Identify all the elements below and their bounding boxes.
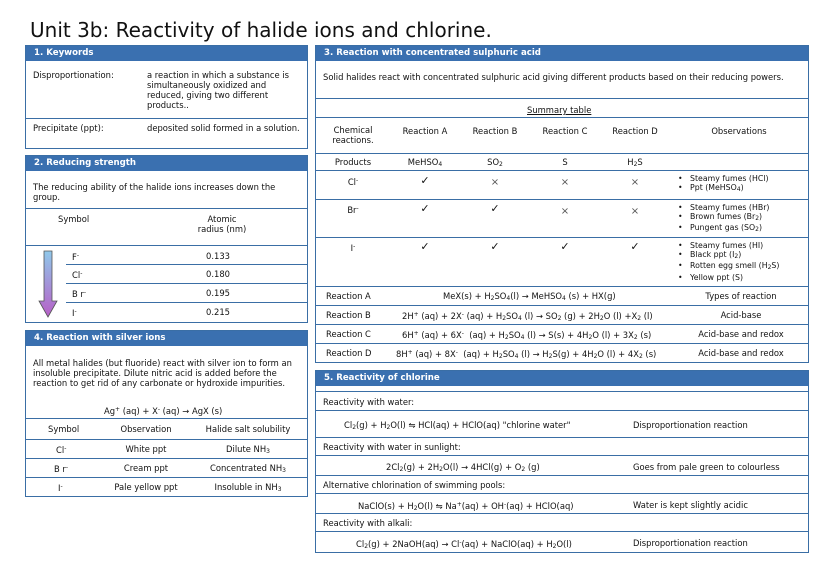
chlorine-desc: Disproportionation reaction [633,420,748,430]
col-header: Halide salt solubility [205,424,291,434]
down-arrow-icon [38,249,58,319]
product: $H_2S$ [627,157,643,168]
col-header: Reaction D [612,126,658,136]
col-radius: Atomic radius (nm) [197,214,247,234]
solubility: Concentrated $NH_3$ [209,463,286,474]
col-header: Observations [711,126,767,136]
reaction-label: Reaction C [326,329,371,339]
reducing-heading: 2. Reducing strength [26,156,307,171]
chlorine-desc: Goes from pale green to colourless [633,462,780,472]
reaction-equation: 2H+ (aq) + 2X- $(aq) + H_2SO_4$ $(l) \to SO_2$ $(g) + 2H_2O$ $(l) +X_2$ (l) [402,311,653,322]
halide-symbol: I- [72,308,77,318]
keyword-definition: deposited solid formed in a solution. [147,123,300,133]
observation: White ppt [125,444,167,454]
chlorine-label: Reactivity with water in sunlight: [323,442,461,452]
product: MeHSO$_4$ [407,157,443,168]
silver-heading: 4. Reaction with silver ions [26,331,307,346]
reaction-type: Acid-base and redox [698,329,784,339]
halide-symbol: B r- [54,464,69,474]
row-label: Products [334,157,372,167]
halide-symbol: Cl- [347,177,359,187]
chlorine-equation: NaClO(s) + $H_2O(l)$ ⇋ Na+(aq) + OH-(aq) + HClO(aq) [358,501,574,512]
radius-value: 0.215 [206,307,230,317]
chlorine-equation: $Cl_2(g) + H_2O(l)$ ⇋ HCl(aq) + HClO(aq) "chlorine water" [344,420,571,431]
keyword-definition: a reaction in which a substance is simultaneously oxidized and reduced, giving two different products.. [147,70,289,110]
reaction-type: Acid-base [720,310,762,320]
observation: Cream ppt [123,463,169,473]
cross-icon: × [630,177,640,188]
cross-icon: × [560,177,570,188]
product: $SO_2$ [487,157,503,168]
radius-value: 0.195 [206,288,230,298]
sulphuric-acid-section [315,45,809,363]
col-header: Reaction A [402,126,448,136]
chlorine-desc: Water is kept slightly acidic [633,500,748,510]
reaction-equation: 8H+ (aq) + 8X- $(aq) + H_2SO_4$ $(l) \to H_2S(g) + 4H_2O$ $(l) + 4X_2$ (s) [396,349,657,360]
chlorine-label: Reactivity with water: [323,397,415,407]
check-icon: ✓ [490,240,500,253]
observation-list: • Steamy fumes (HI) • Black ppt $(I_2)$ • Rotten egg smell $(H_2S)$ • Yellow ppt (S) [678,241,780,282]
col-header: Observation [120,424,172,434]
check-icon: ✓ [490,202,500,215]
reaction-equation: $MeX(s) + H_2SO_4(l)$ → MeHSO$_4$ (s) + HX(g) [443,291,616,302]
silver-equation: Ag+ (aq) + X- (aq) → AgX (s) [104,406,223,416]
observation: Pale yellow ppt [114,482,178,492]
halide-symbol: Cl- [72,270,83,280]
reaction-equation: 6H+ (aq) + 6X- $(aq) + H_2SO_4$ $(l) \to S(s) + 4H_2O$ $(l) + 3X_2$ (s) [402,330,652,341]
halide-symbol: F- [72,252,79,262]
chlorine-section [315,370,809,553]
halide-symbol: I- [350,243,356,253]
page-title: Unit 3b: Reactivity of halide ions and chlorine. [30,18,492,42]
keywords-section [25,45,308,149]
col-header: Reaction C [542,126,588,136]
solubility: Insoluble in $NH_3$ [214,482,282,493]
keyword-term: Disproportionation: [33,70,114,80]
observation-list: • Steamy fumes (HBr) • Brown fumes $(Br_2)$ • Pungent gas $(SO_2)$ [678,203,770,234]
reaction-label: Reaction D [326,348,372,358]
solubility: Dilute $NH_3$ [226,444,270,455]
check-icon: ✓ [630,240,640,253]
reducing-strength-section [25,155,308,323]
check-icon: ✓ [420,240,430,253]
halide-symbol: I- [58,483,63,493]
halide-symbol: Cl- [56,445,67,455]
col-symbol: Symbol [58,214,90,224]
keyword-term: Precipitate (ppt): [33,123,104,133]
reaction-type: Acid-base and redox [698,348,784,358]
chlorine-label: Alternative chlorination of swimming pools: [323,480,506,490]
keywords-heading: 1. Keywords [26,46,307,61]
sulphuric-intro: Solid halides react with concentrated sulphuric acid giving different products based on their reducing powers. [323,72,784,82]
reducing-intro: The reducing ability of the halide ions increases down the group. [33,182,276,202]
col-header: Symbol [48,424,80,434]
sulphuric-heading: 3. Reaction with concentrated sulphuric acid [316,46,808,61]
chlorine-label: Reactivity with alkali: [323,518,413,528]
reaction-label: Reaction B [326,310,371,320]
radius-value: 0.133 [206,251,230,261]
chlorine-equation: $2Cl_2(g) + 2H_2O(l) \to 4HCl(g) + O_2$ (g) [386,462,540,473]
chlorine-heading: 5. Reactivity of chlorine [316,371,808,386]
halide-symbol: Br- [347,205,359,215]
halide-symbol: B r- [72,289,87,299]
col-header: Reaction B [472,126,518,136]
observation-list: • Steamy fumes (HCl) • Ppt (MeHSO$_4$) [678,174,769,194]
cross-icon: × [560,206,570,217]
check-icon: ✓ [420,202,430,215]
col-header: Chemical reactions. [332,125,374,145]
reaction-type: Types of reaction [705,291,777,301]
silver-ions-section [25,330,308,497]
chlorine-desc: Disproportionation reaction [633,538,748,548]
check-icon: ✓ [420,174,430,187]
chlorine-equation: $Cl_2(g)$ + 2NaOH(aq) → Cl-(aq) + NaClO(aq) + $H_2O(l)$ [356,539,572,550]
product: S [562,157,568,167]
cross-icon: × [630,206,640,217]
summary-title: Summary table [527,105,592,115]
cross-icon: × [490,177,500,188]
silver-intro: All metal halides (but fluoride) react with silver ion to form an insoluble precipitate. Dilute nitric acid is added before the reaction to get rid of any carbonate or hydroxide impurities. [33,358,292,388]
reaction-label: Reaction A [326,291,371,301]
check-icon: ✓ [560,240,570,253]
radius-value: 0.180 [206,269,230,279]
